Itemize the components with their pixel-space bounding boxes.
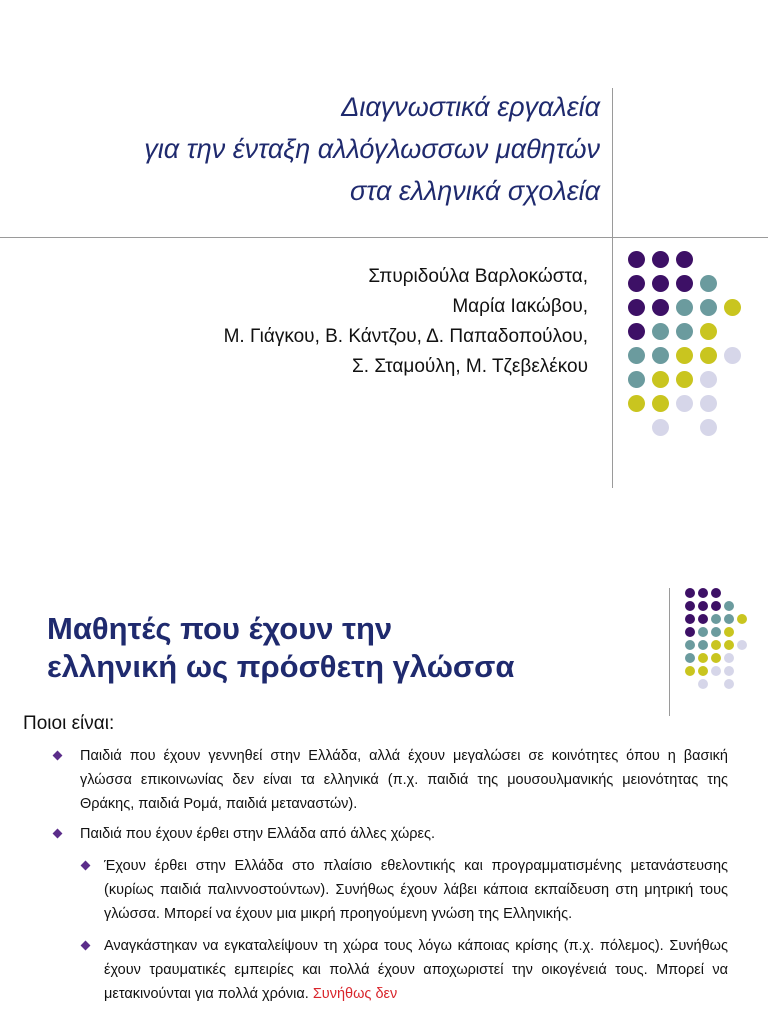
- title-line: ελληνική ως πρόσθετη γλώσσα: [47, 649, 515, 684]
- decorative-dot: [724, 679, 734, 689]
- decorative-dot: [685, 640, 695, 650]
- sub-bullet-item: [52, 854, 728, 926]
- decorative-dot: [698, 666, 708, 676]
- decorative-dot: [698, 627, 708, 637]
- bullet-item: [52, 744, 728, 816]
- decorative-dot: [652, 419, 669, 436]
- presentation-title: [0, 86, 600, 212]
- bullet-list: [52, 744, 728, 1012]
- decorative-dot: [685, 614, 695, 624]
- decorative-dot: [698, 679, 708, 689]
- decorative-dot-grid: [685, 588, 755, 698]
- horizontal-divider: [0, 237, 768, 238]
- bullet-text: Έχουν έρθει στην Ελλάδα στο πλαίσιο εθελοντικής και προγραμματισμένης μετανάστευσης (κυρίως παιδιά παλιννοστούντων). Συνήθως έχουν λάβει κάποια εκπαίδευση στη μητρική τους γλώσσα. Μπορεί να έχουν μια μικρή προηγούμενη γνώση της Ελληνικής.: [104, 858, 728, 922]
- decorative-dot: [700, 347, 717, 364]
- decorative-dot: [676, 395, 693, 412]
- vertical-divider: [612, 88, 613, 488]
- decorative-dot-grid: [628, 251, 748, 441]
- decorative-dot: [724, 347, 741, 364]
- decorative-dot: [685, 601, 695, 611]
- highlighted-text: Συνήθως δεν: [312, 986, 398, 1002]
- decorative-dot: [711, 640, 721, 650]
- decorative-dot: [652, 299, 669, 316]
- decorative-dot: [724, 614, 734, 624]
- decorative-dot: [652, 347, 669, 364]
- title-line: Διαγνωστικά εργαλεία: [341, 92, 600, 122]
- decorative-dot: [652, 395, 669, 412]
- subheading: Ποιοι είναι:: [23, 713, 115, 734]
- decorative-dot: [628, 323, 645, 340]
- decorative-dot: [676, 299, 693, 316]
- decorative-dot: [652, 251, 669, 268]
- author-line: Μαρία Ιακώβου,: [452, 296, 588, 317]
- decorative-dot: [711, 666, 721, 676]
- decorative-dot: [711, 601, 721, 611]
- decorative-dot: [676, 347, 693, 364]
- decorative-dot: [628, 299, 645, 316]
- decorative-dot: [700, 275, 717, 292]
- decorative-dot: [711, 588, 721, 598]
- decorative-dot: [628, 347, 645, 364]
- authors-list: [28, 262, 588, 382]
- decorative-dot: [685, 653, 695, 663]
- author-line: Μ. Γιάγκου, Β. Κάντζου, Δ. Παπαδοπούλου,: [223, 326, 588, 347]
- decorative-dot: [676, 251, 693, 268]
- decorative-dot: [628, 251, 645, 268]
- decorative-dot: [737, 614, 747, 624]
- decorative-dot: [711, 614, 721, 624]
- decorative-dot: [700, 419, 717, 436]
- decorative-dot: [628, 275, 645, 292]
- decorative-dot: [698, 653, 708, 663]
- decorative-dot: [724, 299, 741, 316]
- decorative-dot: [652, 371, 669, 388]
- decorative-dot: [711, 653, 721, 663]
- author-line: Σπυριδούλα Βαρλοκώστα,: [368, 266, 588, 287]
- decorative-dot: [700, 395, 717, 412]
- decorative-dot: [724, 601, 734, 611]
- decorative-dot: [628, 395, 645, 412]
- decorative-dot: [676, 323, 693, 340]
- decorative-dot: [676, 371, 693, 388]
- decorative-dot: [698, 601, 708, 611]
- decorative-dot: [700, 323, 717, 340]
- decorative-dot: [685, 666, 695, 676]
- diamond-bullet-icon: [81, 861, 91, 871]
- decorative-dot: [698, 614, 708, 624]
- decorative-dot: [698, 588, 708, 598]
- bullet-text: Παιδιά που έχουν γεννηθεί στην Ελλάδα, αλλά έχουν μεγαλώσει σε κοινότητες όπου η βασική γλώσσα επικοινωνίας δεν είναι τα ελληνικά (π.χ. παιδιά της μουσουλμανικής μειονότητας της Θράκης, παιδιά Ρομά, παιδιά μεταναστών).: [80, 748, 728, 812]
- decorative-dot: [711, 627, 721, 637]
- author-line: Σ. Σταμούλη, Μ. Τζεβελέκου: [352, 356, 588, 377]
- bullet-item: [52, 822, 728, 846]
- decorative-dot: [737, 640, 747, 650]
- decorative-dot: [700, 371, 717, 388]
- decorative-dot: [628, 371, 645, 388]
- diamond-bullet-icon: [81, 941, 91, 951]
- decorative-dot: [652, 275, 669, 292]
- decorative-dot: [724, 653, 734, 663]
- decorative-dot: [724, 627, 734, 637]
- bullet-text: Αναγκάστηκαν να εγκαταλείψουν τη χώρα τους λόγω κάποιας κρίσης (π.χ. πόλεμος). Συνήθως έχουν τραυματικές εμπειρίες και πολλά έχουν αποχωριστεί την οικογένειά τους. Μπορεί να μετακινούνται για πολλά χρόνια.: [104, 938, 728, 1002]
- vertical-divider: [669, 588, 670, 716]
- title-line: για την ένταξη αλλόγλωσσων μαθητών: [144, 134, 600, 164]
- sub-bullet-item: [52, 934, 728, 1006]
- bullet-text: Παιδιά που έχουν έρθει στην Ελλάδα από άλλες χώρες.: [80, 826, 436, 842]
- content-slide: [0, 560, 768, 1024]
- title-line: Μαθητές που έχουν την: [47, 611, 393, 646]
- diamond-bullet-icon: [53, 829, 63, 839]
- decorative-dot: [685, 588, 695, 598]
- diamond-bullet-icon: [53, 751, 63, 761]
- title-line: στα ελληνικά σχολεία: [349, 176, 600, 206]
- decorative-dot: [676, 275, 693, 292]
- decorative-dot: [700, 299, 717, 316]
- decorative-dot: [698, 640, 708, 650]
- decorative-dot: [724, 666, 734, 676]
- decorative-dot: [685, 627, 695, 637]
- decorative-dot: [652, 323, 669, 340]
- slide-title: [47, 610, 657, 686]
- decorative-dot: [724, 640, 734, 650]
